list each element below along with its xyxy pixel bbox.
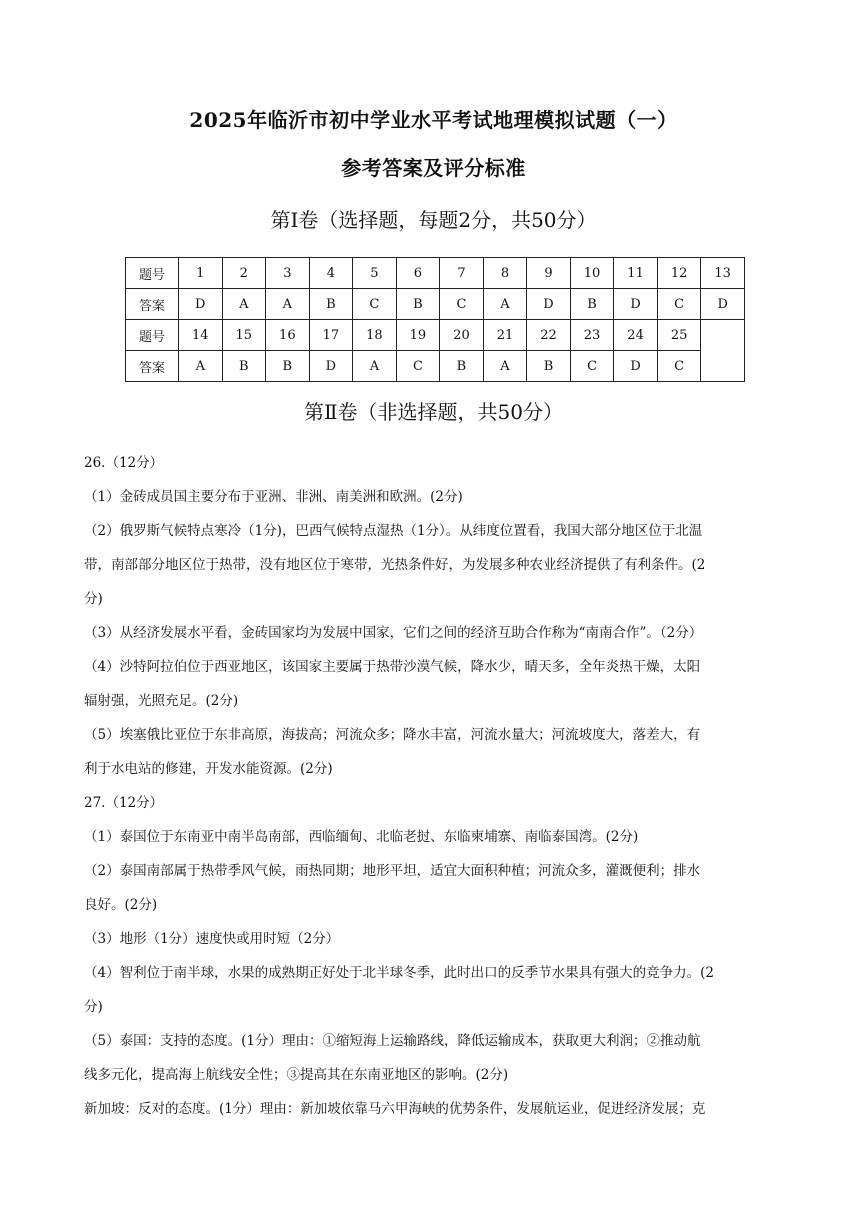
question-number: 4 bbox=[309, 258, 353, 289]
question-number: 5 bbox=[353, 258, 397, 289]
answer-cell: B bbox=[440, 351, 484, 382]
answer-line: 线多元化，提高海上航线安全性；③提高其在东南亚地区的影响。(2分) bbox=[84, 1067, 509, 1083]
row-label-question: 题号 bbox=[126, 258, 179, 289]
question-number: 17 bbox=[309, 320, 353, 351]
answer-cell: C bbox=[657, 289, 701, 320]
answer-line: （2）泰国南部属于热带季风气候，雨热同期；地形平坦，适宜大面积种植；河流众多，灌溉便利；排水 bbox=[84, 863, 701, 879]
answer-line: （5）埃塞俄比亚位于东非高原，海拔高；河流众多；降水丰富，河流水量大；河流坡度大，落差大，有 bbox=[84, 727, 701, 743]
answer-cell: A bbox=[483, 289, 527, 320]
answer-cell: A bbox=[222, 289, 266, 320]
question-number: 19 bbox=[396, 320, 440, 351]
question-number: 12 bbox=[657, 258, 701, 289]
answer-cell: B bbox=[266, 351, 310, 382]
answer-line: （1）金砖成员国主要分布于亚洲、非洲、南美洲和欧洲。(2分) bbox=[84, 489, 463, 505]
question-number: 24 bbox=[614, 320, 658, 351]
table-row-numbers-2 bbox=[126, 320, 745, 351]
answer-cell: A bbox=[179, 351, 223, 382]
answer-line: （1）泰国位于东南亚中南半岛南部，西临缅甸、北临老挝、东临柬埔寨、南临泰国湾。(2分) bbox=[84, 829, 639, 845]
answer-line: 利于水电站的修建，开发水能资源。(2分) bbox=[84, 761, 333, 777]
part1-title: 第Ⅰ卷（选择题，每题2分，共50分） bbox=[270, 208, 597, 232]
answer-cell: B bbox=[527, 351, 571, 382]
question-number: 13 bbox=[701, 258, 745, 289]
question-number: 21 bbox=[483, 320, 527, 351]
answer-text-block bbox=[84, 446, 789, 1126]
answer-line: 分) bbox=[84, 591, 103, 607]
question-number: 9 bbox=[527, 258, 571, 289]
answer-line: （5）泰国：支持的态度。(1分）理由：①缩短海上运输路线，降低运输成本，获取更大利润；②推动航 bbox=[84, 1033, 701, 1049]
question-27-heading: 27.（12分） bbox=[84, 795, 164, 811]
answer-cell: D bbox=[614, 351, 658, 382]
answer-line: 带，南部部分地区位于热带，没有地区位于寒带，光热条件好，为发展多种农业经济提供了有利条件。(2 bbox=[84, 557, 706, 573]
question-number: 20 bbox=[440, 320, 484, 351]
question-number: 18 bbox=[353, 320, 397, 351]
answer-cell: C bbox=[570, 351, 614, 382]
table-row-numbers-1 bbox=[126, 258, 745, 289]
answer-line: 辐射强，光照充足。(2分) bbox=[84, 693, 239, 709]
answer-cell: A bbox=[266, 289, 310, 320]
answer-cell: B bbox=[396, 289, 440, 320]
question-number: 2 bbox=[222, 258, 266, 289]
question-number: 22 bbox=[527, 320, 571, 351]
answer-cell: D bbox=[614, 289, 658, 320]
answer-cell: D bbox=[527, 289, 571, 320]
question-number: 14 bbox=[179, 320, 223, 351]
answer-cell: B bbox=[222, 351, 266, 382]
answer-line: （4）沙特阿拉伯位于西亚地区，该国家主要属于热带沙漠气候，降水少，晴天多，全年炎热干燥，太阳 bbox=[84, 659, 701, 675]
row-label-answer: 答案 bbox=[126, 289, 179, 320]
answer-line: （3）从经济发展水平看，金砖国家均为发展中国家，它们之间的经济互助合作称为“南南合作”。（2分） bbox=[84, 625, 703, 641]
question-number: 23 bbox=[570, 320, 614, 351]
empty-cell bbox=[701, 320, 745, 382]
answer-cell: A bbox=[353, 351, 397, 382]
document-title: 2025年临沂市初中学业水平考试地理模拟试题（一） bbox=[189, 108, 678, 132]
question-number: 25 bbox=[657, 320, 701, 351]
answer-cell: B bbox=[570, 289, 614, 320]
answer-cell: D bbox=[309, 351, 353, 382]
answer-cell: C bbox=[353, 289, 397, 320]
answer-cell: C bbox=[657, 351, 701, 382]
answer-cell: B bbox=[309, 289, 353, 320]
question-26-heading: 26.（12分） bbox=[84, 455, 164, 471]
question-number: 15 bbox=[222, 320, 266, 351]
question-number: 7 bbox=[440, 258, 484, 289]
question-number: 6 bbox=[396, 258, 440, 289]
answer-line: 新加坡：反对的态度。(1分）理由：新加坡依靠马六甲海峡的优势条件，发展航运业，促进经济发展；克 bbox=[84, 1101, 706, 1117]
answer-cell: C bbox=[440, 289, 484, 320]
answer-cell: D bbox=[701, 289, 745, 320]
question-number: 10 bbox=[570, 258, 614, 289]
question-number: 3 bbox=[266, 258, 310, 289]
answer-table bbox=[125, 257, 745, 382]
answer-cell: C bbox=[396, 351, 440, 382]
answer-line: （2）俄罗斯气候特点寒冷（1分)，巴西气候特点湿热（1分）。从纬度位置看，我国大部分地区位于北温 bbox=[84, 523, 703, 539]
question-number: 1 bbox=[179, 258, 223, 289]
row-label-answer: 答案 bbox=[126, 351, 179, 382]
question-number: 11 bbox=[614, 258, 658, 289]
table-row-answers-2 bbox=[126, 351, 745, 382]
answer-cell: D bbox=[179, 289, 223, 320]
document-subtitle: 参考答案及评分标准 bbox=[341, 156, 526, 180]
table-row-answers-1 bbox=[126, 289, 745, 320]
question-number: 16 bbox=[266, 320, 310, 351]
answer-line: （4）智利位于南半球，水果的成熟期正好处于北半球冬季，此时出口的反季节水果具有强大的竞争力。(2 bbox=[84, 965, 714, 981]
answer-line: 良好。(2分) bbox=[84, 897, 158, 913]
row-label-question: 题号 bbox=[126, 320, 179, 351]
part2-title: 第Ⅱ卷（非选择题，共50分） bbox=[303, 400, 564, 424]
answer-line: （3）地形（1分）速度快或用时短（2分） bbox=[84, 931, 340, 947]
answer-line: 分) bbox=[84, 999, 103, 1015]
question-number: 8 bbox=[483, 258, 527, 289]
answer-cell: A bbox=[483, 351, 527, 382]
